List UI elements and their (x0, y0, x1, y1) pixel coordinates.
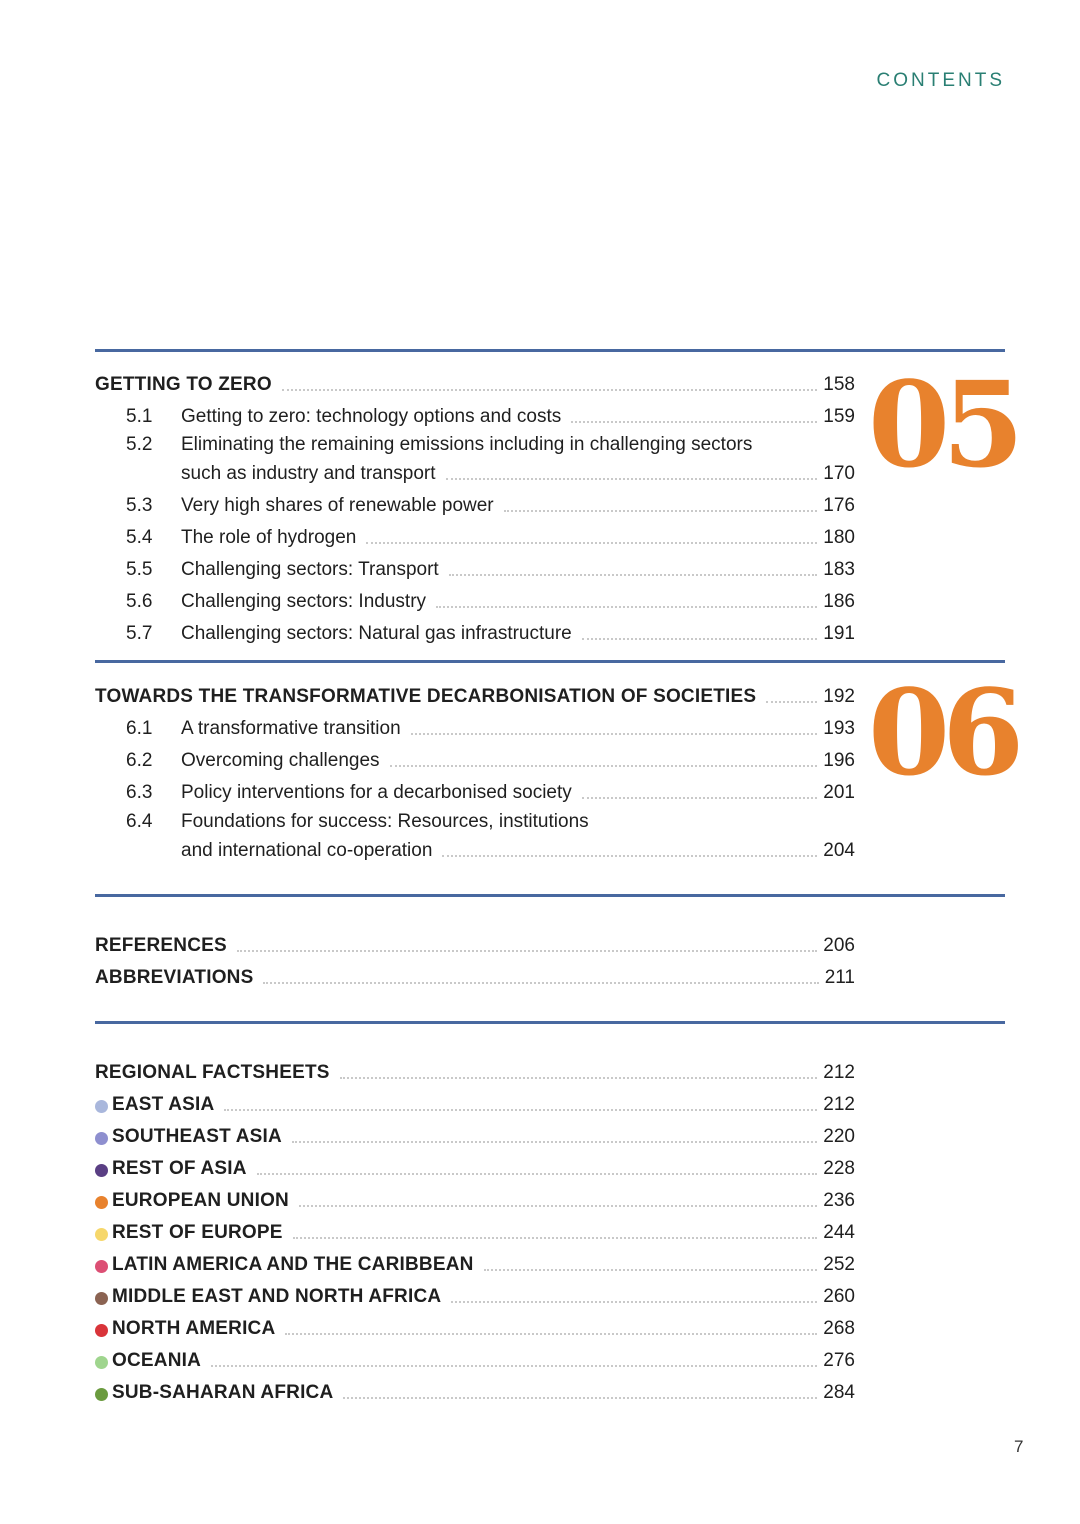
region-color-dot (95, 1100, 108, 1113)
toc-page-number: 228 (823, 1158, 855, 1179)
toc-entry-5-2[interactable] (95, 459, 855, 485)
toc-entry-region[interactable] (95, 1186, 855, 1212)
region-color-dot (95, 1132, 108, 1145)
toc-entry-5-3[interactable] (95, 491, 855, 517)
toc-page-number: 196 (823, 750, 855, 771)
dot-leader (436, 606, 817, 608)
toc-section-title-continued: such as industry and transport (181, 463, 436, 484)
region-color-dot (95, 1356, 108, 1369)
toc-entry-chapter-6[interactable] (95, 682, 855, 708)
region-color-dot (95, 1164, 108, 1177)
toc-section-number: 6.1 (126, 718, 153, 739)
toc-entry-region[interactable] (95, 1090, 855, 1116)
toc-page-number: 159 (823, 406, 855, 427)
dot-leader (442, 855, 817, 857)
toc-page-number: 183 (823, 559, 855, 580)
toc-page-number: 158 (823, 374, 855, 395)
toc-page-number: 191 (823, 623, 855, 644)
region-color-dot (95, 1196, 108, 1209)
toc-section-title: Foundations for success: Resources, institutions (181, 811, 589, 832)
dot-leader (282, 389, 817, 391)
toc-entry-region[interactable] (95, 1218, 855, 1244)
toc-entry-6-1[interactable] (95, 714, 855, 740)
toc-section-number: 5.3 (126, 495, 153, 516)
dot-leader (446, 478, 818, 480)
chapter-number-05: 05 (868, 355, 1017, 494)
chapter-divider (95, 349, 1005, 352)
toc-entry-6-2[interactable] (95, 746, 855, 772)
region-color-dot (95, 1260, 108, 1273)
region-color-dot (95, 1292, 108, 1305)
toc-section-title: Challenging sectors: Industry (181, 591, 427, 612)
toc-entry-regional-factsheets[interactable] (95, 1058, 855, 1084)
toc-chapter-title: TOWARDS THE TRANSFORMATIVE DECARBONISATION OF SOCIETIES (95, 686, 757, 707)
toc-page-number: 170 (823, 463, 855, 484)
toc-entry-6-3[interactable] (95, 778, 855, 804)
toc-entry-5-6[interactable] (95, 587, 855, 613)
toc-section-title: Eliminating the remaining emissions including in challenging sectors (181, 434, 753, 455)
dot-leader (766, 701, 817, 703)
section-header: CONTENTS (876, 70, 1005, 91)
dot-leader (390, 765, 818, 767)
toc-page-number: 276 (823, 1350, 855, 1371)
dot-leader (257, 1173, 818, 1175)
dot-leader (293, 1237, 818, 1239)
toc-section-number: 6.2 (126, 750, 153, 771)
toc-entry-region[interactable] (95, 1378, 855, 1404)
toc-chapter-title: GETTING TO ZERO (95, 374, 272, 395)
toc-page-number: 252 (823, 1254, 855, 1275)
dot-leader (285, 1333, 817, 1335)
section-divider (95, 894, 1005, 897)
toc-page-number: 201 (823, 782, 855, 803)
region-color-dot (95, 1228, 108, 1241)
region-name: SUB-SAHARAN AFRICA (112, 1382, 334, 1403)
dot-leader (449, 574, 818, 576)
region-name: REST OF EUROPE (112, 1222, 283, 1243)
toc-section-title: Challenging sectors: Natural gas infrastructure (181, 623, 572, 644)
toc-entry-5-5[interactable] (95, 555, 855, 581)
dot-leader (263, 982, 818, 984)
toc-section-number: 5.7 (126, 623, 153, 644)
toc-page-number: 204 (823, 840, 855, 861)
dot-leader (504, 510, 818, 512)
toc-section-title: Overcoming challenges (181, 750, 380, 771)
toc-section-number: 6.4 (126, 811, 153, 832)
toc-page-number: 220 (823, 1126, 855, 1147)
dot-leader (366, 542, 817, 544)
toc-entry-5-4[interactable] (95, 523, 855, 549)
dot-leader (582, 638, 818, 640)
toc-page-number: 193 (823, 718, 855, 739)
dot-leader (292, 1141, 817, 1143)
toc-entry-5-7[interactable] (95, 619, 855, 645)
toc-page-number: 211 (824, 967, 855, 988)
chapter-number-06: 06 (868, 663, 1017, 802)
section-divider (95, 1021, 1005, 1024)
region-name: NORTH AMERICA (112, 1318, 276, 1339)
region-name: EUROPEAN UNION (112, 1190, 289, 1211)
toc-entry-region[interactable] (95, 1250, 855, 1276)
dot-leader (237, 950, 817, 952)
toc-page-number: 260 (823, 1286, 855, 1307)
toc-entry-abbreviations[interactable] (95, 963, 855, 989)
page-number: 7 (1014, 1437, 1024, 1456)
toc-page-number: 176 (823, 495, 855, 516)
dot-leader (484, 1269, 818, 1271)
toc-page-number: 268 (823, 1318, 855, 1339)
toc-entry-references[interactable] (95, 931, 855, 957)
dot-leader (451, 1301, 817, 1303)
toc-entry-6-4-line1[interactable] (95, 811, 589, 833)
toc-page-number: 192 (823, 686, 855, 707)
toc-page-number: 236 (823, 1190, 855, 1211)
toc-page-number: 212 (823, 1094, 855, 1115)
toc-section-title: The role of hydrogen (181, 527, 357, 548)
toc-page-number: 186 (823, 591, 855, 612)
dot-leader (211, 1365, 817, 1367)
region-color-dot (95, 1388, 108, 1401)
toc-section-number: 5.6 (126, 591, 153, 612)
toc-chapter-title: REFERENCES (95, 935, 227, 956)
region-color-dot (95, 1324, 108, 1337)
toc-section-title: Very high shares of renewable power (181, 495, 494, 516)
dot-leader (411, 733, 818, 735)
toc-entry-region[interactable] (95, 1346, 855, 1372)
dot-leader (224, 1109, 817, 1111)
toc-page-number: 206 (823, 935, 855, 956)
toc-entry-5-2-line1[interactable] (95, 434, 752, 456)
dot-leader (340, 1077, 818, 1079)
toc-entry-chapter-5[interactable] (95, 370, 855, 396)
toc-section-number: 5.4 (126, 527, 153, 548)
toc-entry-6-4[interactable] (95, 836, 855, 862)
toc-section-title: Getting to zero: technology options and costs (181, 406, 562, 427)
toc-entry-region[interactable] (95, 1282, 855, 1308)
toc-page-number: 284 (823, 1382, 855, 1403)
toc-chapter-title: REGIONAL FACTSHEETS (95, 1062, 330, 1083)
toc-page-number: 212 (823, 1062, 855, 1083)
dot-leader (571, 421, 817, 423)
region-name: MIDDLE EAST AND NORTH AFRICA (112, 1286, 442, 1307)
toc-section-title: Policy interventions for a decarbonised society (181, 782, 572, 803)
toc-entry-region[interactable] (95, 1314, 855, 1340)
region-name: REST OF ASIA (112, 1158, 247, 1179)
toc-section-number: 5.2 (126, 434, 153, 455)
toc-section-number: 5.1 (126, 406, 153, 427)
toc-section-title: Challenging sectors: Transport (181, 559, 439, 580)
toc-chapter-title: ABBREVIATIONS (95, 967, 254, 988)
dot-leader (582, 797, 818, 799)
toc-section-number: 6.3 (126, 782, 153, 803)
toc-entry-5-1[interactable] (95, 402, 855, 428)
toc-section-title-continued: and international co-operation (181, 840, 433, 861)
region-name: LATIN AMERICA AND THE CARIBBEAN (112, 1254, 474, 1275)
toc-entry-region[interactable] (95, 1154, 855, 1180)
region-name: SOUTHEAST ASIA (112, 1126, 282, 1147)
region-name: EAST ASIA (112, 1094, 215, 1115)
toc-section-title: A transformative transition (181, 718, 401, 739)
dot-leader (299, 1205, 817, 1207)
toc-section-number: 5.5 (126, 559, 153, 580)
dot-leader (343, 1397, 817, 1399)
toc-entry-region[interactable] (95, 1122, 855, 1148)
region-name: OCEANIA (112, 1350, 202, 1371)
toc-page-number: 180 (823, 527, 855, 548)
toc-page-number: 244 (823, 1222, 855, 1243)
